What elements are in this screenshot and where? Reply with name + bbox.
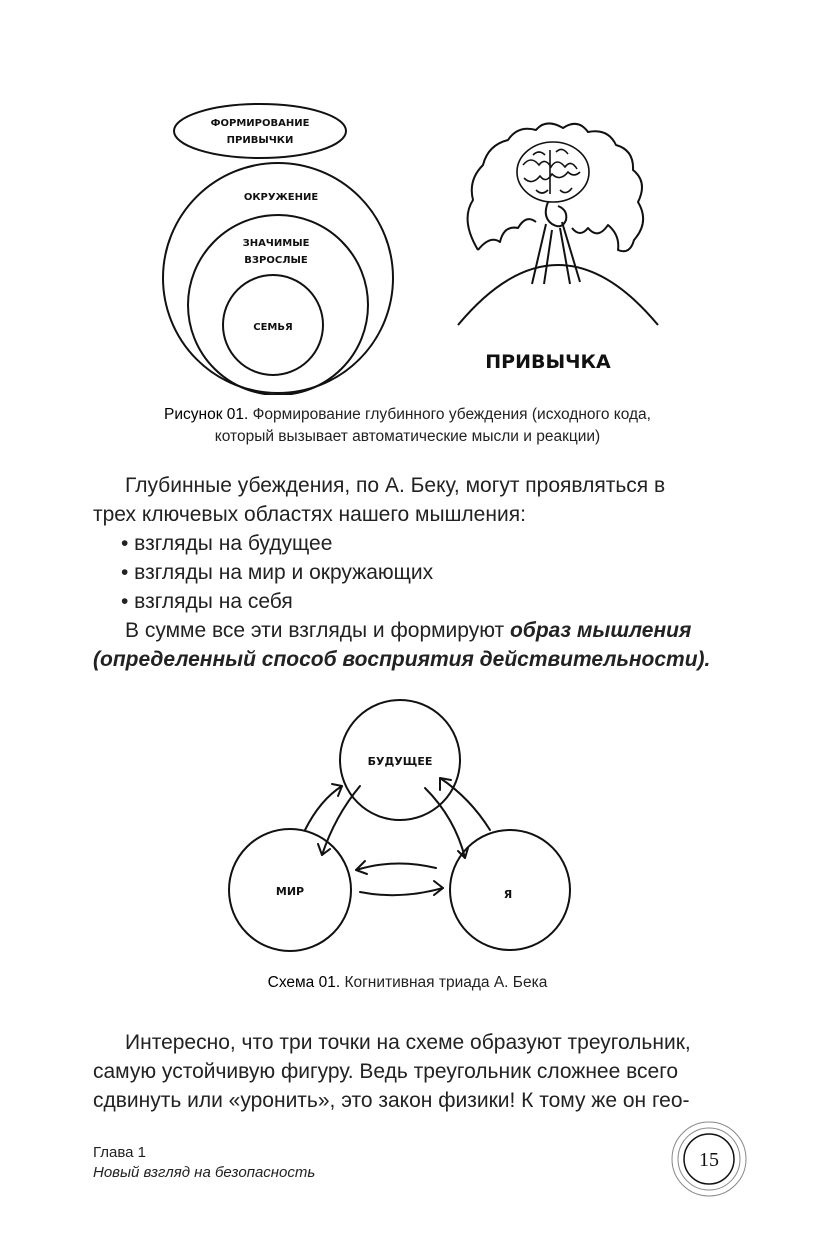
paragraph-2-plain: В сумме все эти взгляды и формируют (125, 619, 510, 642)
significant-adults-label-line2: ВЗРОСЛЫЕ (244, 255, 308, 266)
figure1-caption-prefix: Рисунок 01. (164, 406, 249, 423)
paragraph-2-line1 (93, 616, 723, 645)
habit-formation-circles-diagram (143, 95, 398, 395)
figure1-caption-line1 (60, 404, 755, 426)
paragraph-1 (93, 471, 723, 674)
paragraph-3 (93, 1028, 723, 1115)
figure1-caption (60, 404, 755, 448)
figure2-caption-prefix: Схема 01. (267, 974, 341, 991)
family-label: СЕМЬЯ (253, 322, 293, 333)
paragraph-1-line2: трех ключевых областях нашего мышления: (93, 503, 526, 526)
bullet-item-future: • взгляды на будущее (121, 532, 333, 555)
habit-label: ПРИВЫЧКА (485, 351, 611, 373)
hill-shape (458, 265, 658, 325)
figure2-caption-text: Когнитивная триада А. Бека (344, 974, 548, 991)
significant-adults-label-line1: ЗНАЧИМЫЕ (242, 238, 310, 249)
arrow-self-to-future (440, 778, 490, 830)
brain-icon (517, 142, 589, 202)
triad-arrows (305, 778, 490, 895)
footer-chapter: Глава 1 (93, 1144, 147, 1161)
figure1-caption-line2: который вызывает автоматические мысли и реакции) (214, 428, 601, 445)
self-label: Я (503, 888, 513, 901)
knot-icon (532, 202, 580, 284)
paragraph-3-line2: самую устойчивую фигуру. Ведь треугольник сложнее всего (93, 1060, 679, 1083)
world-label: МИР (275, 885, 305, 898)
arrow-world-to-self (360, 888, 443, 895)
page-number: 15 (699, 1149, 719, 1171)
habit-formation-label-line2: ПРИВЫЧКИ (226, 135, 294, 146)
footer (93, 1143, 315, 1183)
paragraph-3-line1: Интересно, что три точки на схеме образуют треугольник, (125, 1031, 691, 1054)
environment-label: ОКРУЖЕНИЕ (243, 192, 319, 203)
page-number-badge (670, 1120, 748, 1198)
bullet-item-self: • взгляды на себя (121, 590, 293, 613)
habit-brain-illustration (438, 110, 688, 400)
paragraph-1-line1: Глубинные убеждения, по А. Беку, могут проявляться в (125, 474, 666, 497)
habit-formation-label-line1: ФОРМИРОВАНИЕ (210, 118, 310, 129)
cognitive-triad-diagram (160, 698, 585, 963)
figure2-caption (60, 972, 755, 994)
future-label: БУДУЩЕЕ (367, 755, 433, 768)
arrow-world-to-future (305, 786, 342, 830)
arrow-self-to-world (356, 863, 436, 870)
paragraph-2-emphasis-1: образ мышления (509, 619, 692, 642)
paragraph-3-line3: сдвинуть или «уронить», это закон физики! К тому же он гео- (93, 1089, 690, 1112)
footer-chapter-title: Новый взгляд на безопасность (93, 1164, 316, 1181)
bullet-item-world: • взгляды на мир и окружающих (121, 561, 434, 584)
habit-formation-ellipse (174, 104, 346, 158)
paragraph-2-emphasis-2: (определенный способ восприятия действительности). (93, 648, 711, 671)
figure1-caption-text1: Формирование глубинного убеждения (исходного кода, (252, 406, 651, 423)
